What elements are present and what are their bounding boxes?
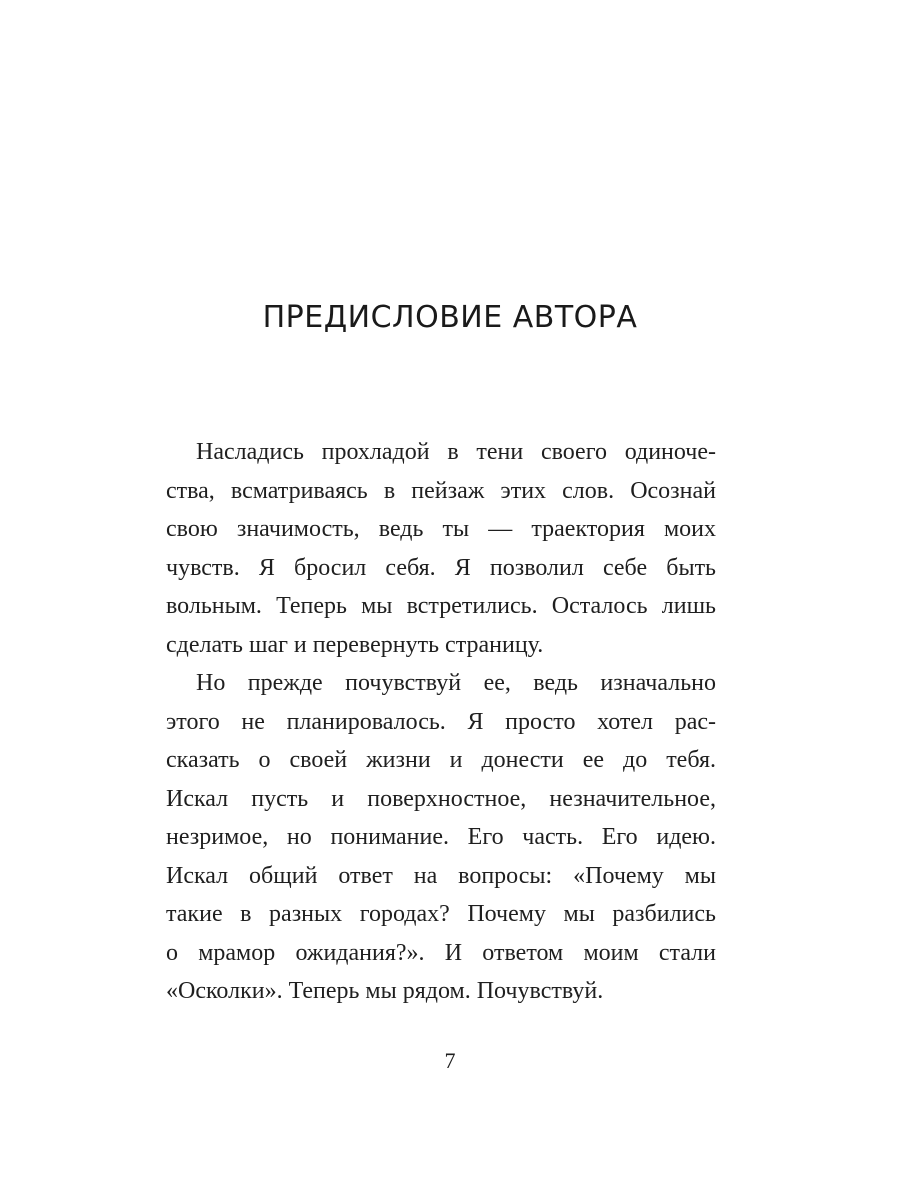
body-text xyxy=(166,433,716,1011)
paragraph-2-line-5: незримое, но понимание. Его часть. Его идею. xyxy=(166,824,716,850)
paragraph-2-line-1: Но прежде почувствуй ее, ведь изначально xyxy=(196,670,716,696)
paragraph-2-line-2: этого не планировалось. Я просто хотел рас- xyxy=(166,708,716,735)
paragraph-1-line-6: сделать шаг и перевернуть страницу. xyxy=(166,631,544,658)
paragraph-2-line-6: Искал общий ответ на вопросы: «Почему мы xyxy=(166,862,716,889)
paragraph-1-line-2: ства, всматриваясь в пейзаж этих слов. Осознай xyxy=(166,477,716,504)
paragraph-1-line-1: Насладись прохладой в тени своего одиноче- xyxy=(196,439,716,465)
paragraph-1-line-5: вольным. Теперь мы встретились. Осталось лишь xyxy=(166,593,716,619)
paragraph-2-line-9: «Осколки». Теперь мы рядом. Почувствуй. xyxy=(166,978,604,1004)
paragraph-1-line-4: чувств. Я бросил себя. Я позволил себе быть xyxy=(166,554,716,581)
paragraph-2-line-3: сказать о своей жизни и донести ее до тебя. xyxy=(166,747,716,773)
chapter-title: ПРЕДИСЛОВИЕ АВТОРА xyxy=(262,300,638,335)
paragraph-2-line-7: такие в разных городах? Почему мы разбились xyxy=(166,901,716,927)
paragraph-2-line-4: Искал пусть и поверхностное, незначительное, xyxy=(166,785,716,812)
paragraph-1-line-3: свою значимость, ведь ты — траектория моих xyxy=(166,516,716,542)
page-number: 7 xyxy=(444,1048,456,1073)
paragraph-2-line-8: о мрамор ожидания?». И ответом моим стали xyxy=(166,939,716,966)
